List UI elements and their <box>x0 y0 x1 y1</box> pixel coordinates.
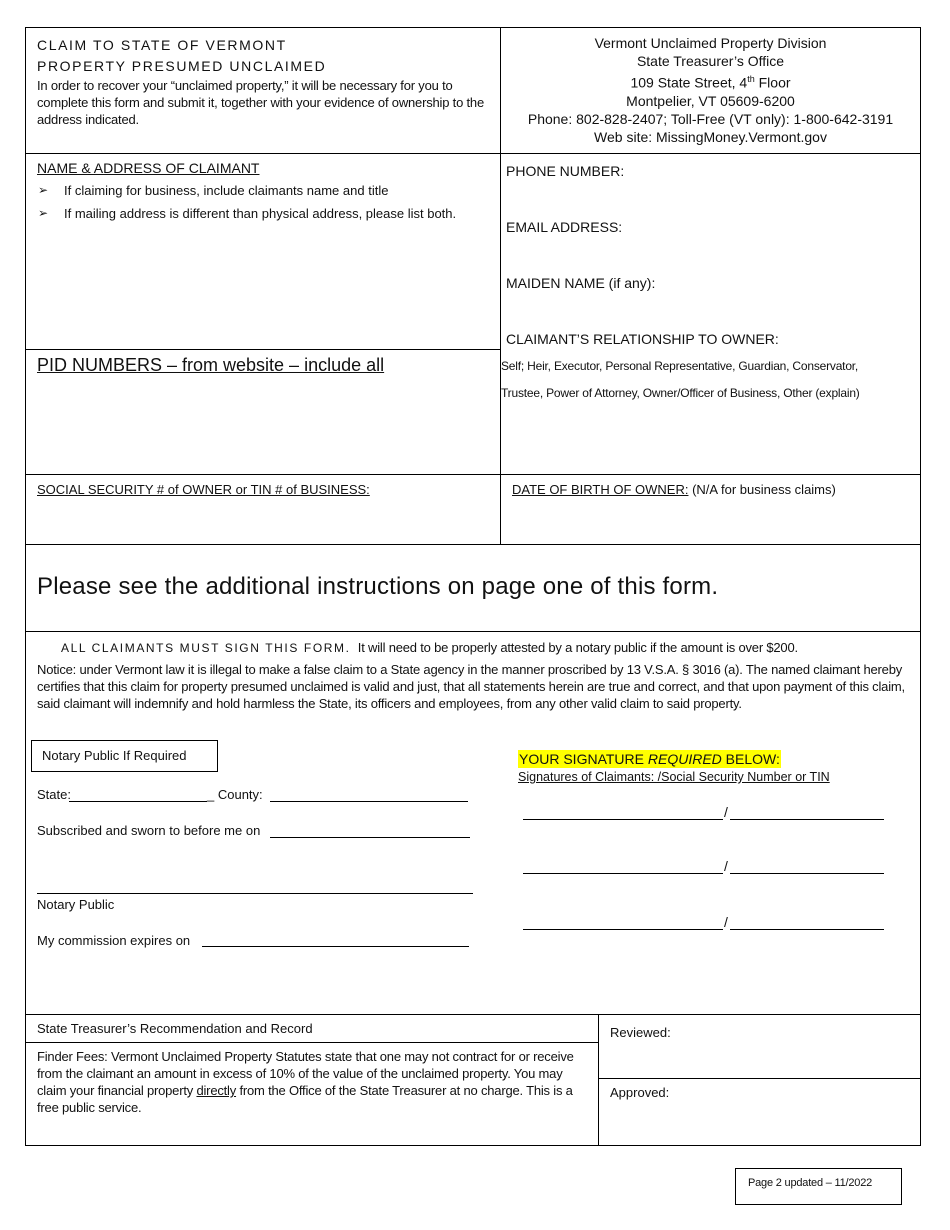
record-heading-divider <box>25 1042 599 1043</box>
dob-label: DATE OF BIRTH OF OWNER: <box>512 482 689 497</box>
email-address-label: EMAIL ADDRESS: <box>506 219 623 235</box>
legal-notice: Notice: under Vermont law it is illegal to make a false claim to a State agency in the manner proscribed by 13 V.S.A. § 3016 (a). The named claimant hereby certifies that this claim for property presumed unclaimed is valid and just, that all statements herein are true and correct, and that upon payment of this claim, said claimant will indemnify and hold harmless the State, its officers and employees, from any other valid claim to said property. <box>37 662 905 711</box>
reviewed-label: Reviewed: <box>610 1025 671 1040</box>
claimant-ssn-field-3[interactable] <box>730 929 884 930</box>
signature-slash: / <box>724 858 728 874</box>
page-version-note: Page 2 updated – 11/2022 <box>748 1177 873 1189</box>
notary-state-field[interactable] <box>69 801 207 802</box>
claimant-ssn-field-2[interactable] <box>730 873 884 874</box>
relationship-label: CLAIMANT’S RELATIONSHIP TO OWNER: <box>506 331 779 347</box>
signature-slash: / <box>724 804 728 820</box>
notary-county-label: _ County: <box>207 787 263 802</box>
list-item: ➢ If claiming for business, include claimants name and title <box>38 179 498 202</box>
phone-number-label: PHONE NUMBER: <box>506 163 625 179</box>
city-state-zip: Montpelier, VT 05609-6200 <box>626 92 795 109</box>
dob-label-row <box>512 481 836 498</box>
notary-signature-field[interactable] <box>37 893 473 894</box>
row-divider-pid <box>25 349 501 350</box>
office-name: State Treasurer’s Office <box>636 53 785 69</box>
subscribed-date-field[interactable] <box>270 837 470 838</box>
form-title-line1: CLAIM TO STATE OF VERMONT <box>37 37 287 53</box>
claimant-signature-field-3[interactable] <box>523 929 723 930</box>
subscribed-sworn-label: Subscribed and sworn to before me on <box>37 823 261 838</box>
notary-county-field[interactable] <box>270 801 468 802</box>
treasurer-record-heading: State Treasurer’s Recommendation and Record <box>37 1021 313 1036</box>
record-divider <box>598 1014 599 1146</box>
approved-label: Approved: <box>610 1085 670 1100</box>
commission-expires-field[interactable] <box>202 946 469 947</box>
division-name: Vermont Unclaimed Property Division <box>594 35 827 51</box>
ssn-tin-label: SOCIAL SECURITY # of OWNER or TIN # of BUSINESS: <box>37 482 370 497</box>
row-divider-1 <box>25 153 921 154</box>
row-divider-4 <box>25 631 921 632</box>
claimant-signature-field-2[interactable] <box>523 873 723 874</box>
signature-slash: / <box>724 914 728 930</box>
additional-instructions-banner: Please see the additional instructions on page one of this form. <box>37 573 719 600</box>
form-intro: In order to recover your “unclaimed property,” it will be necessary for you to complete this form and submit it, together with your evidence of ownership to the address indicated. <box>37 78 484 127</box>
signatures-subheading: Signatures of Claimants: /Social Security Number or TIN <box>518 770 830 784</box>
claimant-ssn-field-1[interactable] <box>730 819 884 820</box>
row-divider-5 <box>25 1014 921 1015</box>
claimant-name-address-heading: NAME & ADDRESS OF CLAIMANT <box>37 160 260 176</box>
relationship-options-line1: Self; Heir, Executor, Personal Representative, Guardian, Conservator, <box>501 359 859 373</box>
notary-box: Notary Public If Required <box>31 740 218 772</box>
notary-attest-note: It will need to be properly attested by a notary public if the amount is over $200. <box>357 640 798 655</box>
page-version-box <box>735 1168 902 1205</box>
signing-requirement <box>61 639 798 657</box>
finder-fees-notice: Finder Fees: Vermont Unclaimed Property Statutes state that one may not contract for or receive from the claimant an amount in excess of 10% of the value of the unclaimed property. You may claim your financial property directly from the Office of the State Treasurer at no charge. This is a free public service. <box>37 1049 574 1115</box>
office-website: Web site: MissingMoney.Vermont.gov <box>594 128 827 145</box>
street-address: 109 State Street, 4th Floor <box>630 74 791 91</box>
claimant-signature-field-1[interactable] <box>523 819 723 820</box>
dob-note: (N/A for business claims) <box>688 482 836 497</box>
notary-state-label: State: <box>37 787 71 802</box>
form-title-line2: PROPERTY PRESUMED UNCLAIMED <box>37 58 327 74</box>
notary-public-label: Notary Public <box>37 897 115 912</box>
signature-required-heading: YOUR SIGNATURE REQUIRED BELOW: <box>519 751 780 767</box>
row-divider-3 <box>25 544 921 545</box>
list-item: ➢ If mailing address is different than physical address, please list both. <box>38 202 498 225</box>
office-phone: Phone: 802-828-2407; Toll-Free (VT only): 1-800-642-3191 <box>527 110 894 127</box>
commission-expires-label: My commission expires on <box>37 933 191 948</box>
pid-numbers-heading: PID NUMBERS – from website – include all <box>37 355 385 375</box>
all-claimants-sign: ALL CLAIMANTS MUST SIGN THIS FORM. <box>61 641 351 655</box>
office-address-block <box>501 34 920 146</box>
reviewed-divider <box>598 1078 921 1079</box>
maiden-name-label: MAIDEN NAME (if any): <box>506 275 656 291</box>
relationship-options-line2: Trustee, Power of Attorney, Owner/Officer of Business, Other (explain) <box>501 386 860 400</box>
claimant-instructions-list <box>38 179 498 225</box>
row-divider-2 <box>25 474 921 475</box>
